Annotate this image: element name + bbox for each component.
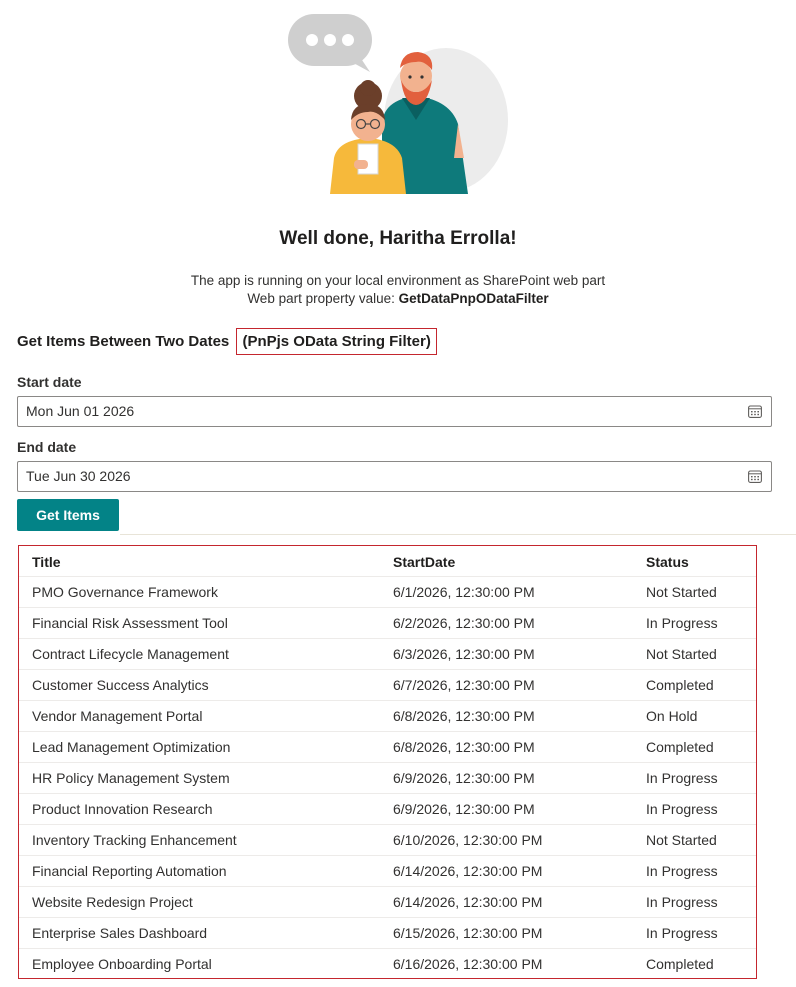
cell-startdate: 6/7/2026, 12:30:00 PM xyxy=(393,677,535,693)
cell-title: Contract Lifecycle Management xyxy=(32,646,229,662)
cell-title: Financial Risk Assessment Tool xyxy=(32,615,228,631)
welcome-heading: Well done, Haritha Errolla! xyxy=(279,228,517,249)
cell-startdate: 6/2/2026, 12:30:00 PM xyxy=(393,615,535,631)
section-title-text: Get Items Between Two Dates xyxy=(17,333,230,350)
table-row[interactable] xyxy=(19,700,757,732)
table-row[interactable] xyxy=(19,638,757,670)
column-header-status[interactable]: Status xyxy=(646,554,689,570)
cell-status: Not Started xyxy=(646,832,717,848)
get-items-button[interactable]: Get Items xyxy=(17,499,119,531)
chat-bubble-icon xyxy=(288,14,372,72)
cell-title: HR Policy Management System xyxy=(32,770,230,786)
cell-status: In Progress xyxy=(646,863,718,879)
cell-title: Inventory Tracking Enhancement xyxy=(32,832,237,848)
table-row[interactable] xyxy=(19,793,757,825)
section-title-highlight: (PnPjs OData String Filter) xyxy=(236,328,436,355)
cell-status: In Progress xyxy=(646,925,718,941)
start-date-picker[interactable] xyxy=(17,396,772,427)
table-row[interactable] xyxy=(19,762,757,794)
table-row[interactable] xyxy=(19,855,757,887)
cell-title: Enterprise Sales Dashboard xyxy=(32,925,208,941)
cell-status: Completed xyxy=(646,739,714,755)
table-row[interactable] xyxy=(19,886,757,918)
end-date-label: End date xyxy=(17,439,77,455)
cell-status: On Hold xyxy=(646,708,698,724)
welcome-illustration xyxy=(278,8,518,198)
cell-status: In Progress xyxy=(646,615,718,631)
calendar-icon[interactable] xyxy=(748,470,762,483)
cell-status: Not Started xyxy=(646,584,717,600)
table-row[interactable] xyxy=(19,948,757,979)
property-value-line xyxy=(0,291,796,306)
divider xyxy=(120,534,796,535)
start-date-value: Mon Jun 01 2026 xyxy=(26,403,135,419)
end-date-picker[interactable] xyxy=(17,461,772,492)
items-table xyxy=(18,545,757,979)
section-title xyxy=(17,333,437,350)
cell-startdate: 6/16/2026, 12:30:00 PM xyxy=(393,956,543,972)
table-row[interactable] xyxy=(19,917,757,949)
column-header-title[interactable]: Title xyxy=(32,554,61,570)
table-row[interactable] xyxy=(19,669,757,701)
environment-message: The app is running on your local environment as SharePoint web part xyxy=(190,273,606,288)
table-row[interactable] xyxy=(19,576,757,608)
cell-startdate: 6/15/2026, 12:30:00 PM xyxy=(393,925,543,941)
cell-status: In Progress xyxy=(646,801,718,817)
cell-title: Lead Management Optimization xyxy=(32,739,231,755)
cell-status: Not Started xyxy=(646,646,717,662)
cell-title: Customer Success Analytics xyxy=(32,677,209,693)
cell-startdate: 6/9/2026, 12:30:00 PM xyxy=(393,770,535,786)
table-row[interactable] xyxy=(19,607,757,639)
cell-title: Product Innovation Research xyxy=(32,801,213,817)
cell-startdate: 6/14/2026, 12:30:00 PM xyxy=(393,863,543,879)
cell-startdate: 6/1/2026, 12:30:00 PM xyxy=(393,584,535,600)
calendar-icon[interactable] xyxy=(748,405,762,418)
cell-status: Completed xyxy=(646,956,714,972)
cell-status: In Progress xyxy=(646,770,718,786)
cell-startdate: 6/8/2026, 12:30:00 PM xyxy=(393,708,535,724)
property-value: GetDataPnpODataFilter xyxy=(398,291,549,306)
cell-title: Website Redesign Project xyxy=(32,894,193,910)
table-header xyxy=(19,546,757,577)
end-date-value: Tue Jun 30 2026 xyxy=(26,468,131,484)
column-header-startdate[interactable]: StartDate xyxy=(393,554,456,570)
cell-title: Financial Reporting Automation xyxy=(32,863,227,879)
table-row[interactable] xyxy=(19,731,757,763)
cell-title: PMO Governance Framework xyxy=(32,584,218,600)
cell-startdate: 6/3/2026, 12:30:00 PM xyxy=(393,646,535,662)
property-label: Web part property value: xyxy=(247,291,399,306)
cell-startdate: 6/14/2026, 12:30:00 PM xyxy=(393,894,543,910)
cell-status: In Progress xyxy=(646,894,718,910)
cell-startdate: 6/10/2026, 12:30:00 PM xyxy=(393,832,543,848)
cell-title: Vendor Management Portal xyxy=(32,708,203,724)
table-row[interactable] xyxy=(19,824,757,856)
cell-startdate: 6/9/2026, 12:30:00 PM xyxy=(393,801,535,817)
start-date-label: Start date xyxy=(17,374,82,390)
cell-startdate: 6/8/2026, 12:30:00 PM xyxy=(393,739,535,755)
cell-title: Employee Onboarding Portal xyxy=(32,956,212,972)
cell-status: Completed xyxy=(646,677,714,693)
